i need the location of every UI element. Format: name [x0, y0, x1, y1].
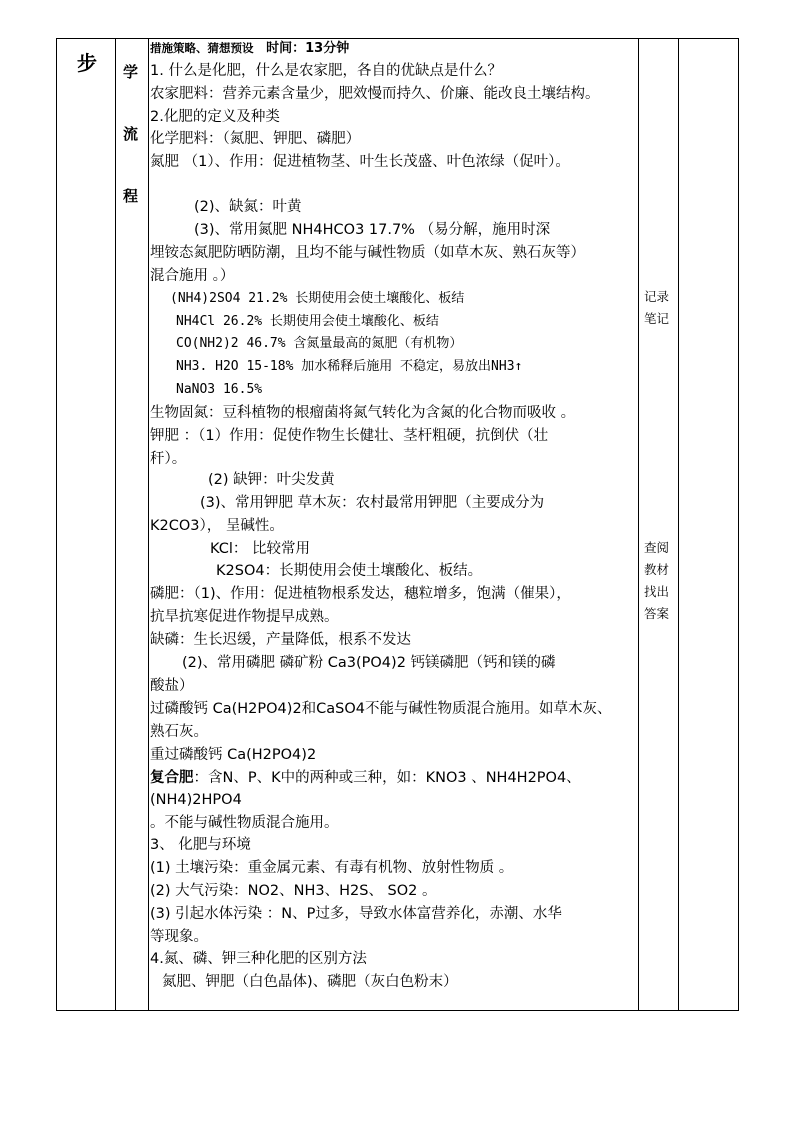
content-line: KCl： 比较常用	[210, 541, 310, 557]
content-line: K2SO4：长期使用会使土壤酸化、板结。	[216, 563, 483, 579]
time-label: 时间：13分钟	[266, 41, 350, 56]
content-line: 过磷酸钙 Ca(H2PO4)2和CaSO4不能与碱性物质混合施用。如草木灰、	[150, 701, 612, 717]
content-line: (2)、常用磷肥 磷矿粉 Ca3(PO4)2 钙镁磷肥（钙和镁的磷	[182, 655, 556, 671]
content-line: 重过磷酸钙 Ca(H2PO4)2	[150, 747, 317, 763]
content-line: 混合施用 。）	[150, 268, 235, 284]
content-line: NH3. H2O 15-18% 加水稀释后施用 不稳定，易放出NH3↑	[176, 359, 523, 374]
content-line: 氮肥 （1）、作用：促进植物茎、叶生长茂盛、叶色浓绿（促叶）。	[150, 154, 570, 170]
content-line: K2CO3）， 呈碱性。	[150, 518, 284, 534]
content-line	[150, 767, 581, 789]
content-line: 2.化肥的定义及种类	[150, 109, 280, 125]
content-line: (3) 引起水体污染 ：N、P过多，导致水体富营养化，赤潮、水华	[150, 906, 562, 922]
content-line: 4.氮、磷、钾三种化肥的区别方法	[150, 951, 367, 967]
content-line: (2) 大气污染：NO2、NH3、H2S、 SO2 。	[150, 883, 437, 899]
content-line: CO(NH2)2 46.7% 含氮量最高的氮肥（有机物）	[176, 336, 463, 351]
content-line: (3)、常用钾肥 草木灰：农村最常用钾肥（主要成分为	[200, 495, 545, 511]
content-line: 1. 什么是化肥，什么是农家肥，各自的优缺点是什么？	[150, 63, 502, 79]
compound-fertilizer-label: 复合肥	[150, 770, 194, 786]
header-label: 措施策略、猜想预设	[150, 41, 254, 55]
content-line: 农家肥料：营养元素含量少，肥效慢而持久、价廉、能改良土壤结构。	[150, 86, 600, 102]
empty-column	[678, 39, 740, 1010]
content-line: 3、 化肥与环境	[150, 837, 251, 853]
content-line: NH4Cl 26.2% 长期使用会使土壤酸化、板结	[176, 314, 439, 329]
content-line: 钾肥 ：（1）作用：促使作物生长健壮、茎杆粗硬，抗倒伏（壮	[150, 428, 549, 444]
note-record: 记录 笔记	[644, 289, 670, 326]
content-line: 抗旱抗寒促进作物提早成熟。	[150, 609, 339, 625]
step-column	[57, 39, 115, 1010]
step-label: 步	[77, 51, 97, 75]
content-line: 酸盐）	[150, 678, 194, 694]
content-line: 化学肥料：（氮肥、钾肥、磷肥）	[150, 131, 361, 147]
content-line: 生物固氮：豆科植物的根瘤菌将氮气转化为含氮的化合物而吸收 。	[150, 405, 576, 421]
note-column	[638, 39, 678, 1010]
content-line: (NH4)2HPO4	[150, 792, 242, 808]
process-char: 程	[123, 187, 139, 205]
process-char: 流	[123, 125, 139, 143]
content-line: (3)、常用氮肥 NH4HCO3 17.7% （易分解，施用时深	[194, 222, 551, 238]
content-line: (2)、缺氮：叶黄	[194, 199, 302, 215]
content-line: NaNO3 16.5%	[176, 382, 263, 397]
process-char: 学	[123, 63, 139, 81]
content-line: (2) 缺钾：叶尖发黄	[208, 472, 335, 488]
content-line: 秆）。	[150, 451, 187, 467]
content-line: 熟石灰。	[150, 724, 208, 740]
content-line: (1) 土壤污染：重金属元素、有毒有机物、放射性物质 。	[150, 860, 514, 876]
content-line: 氮肥、钾肥（白色晶体)、磷肥（灰白色粉末）	[162, 974, 458, 990]
note-lookup: 查阅 教材 找出 答案	[644, 540, 670, 621]
content-line: 等现象。	[150, 929, 208, 945]
header-line	[150, 37, 349, 60]
content-line: 埋铵态氮肥防晒防潮，且均不能与碱性物质（如草木灰、熟石灰等）	[150, 245, 585, 261]
compound-fertilizer-text: ：含N、P、K中的两种或三种，如：KNO3 、NH4H2PO4、	[193, 770, 581, 786]
content-line: 缺磷：生长迟缓，产量降低，根系不发达	[150, 632, 411, 648]
content-line: 磷肥：（1)、作用：促进植物根系发达，穗粒增多，饱满（催果），	[150, 586, 571, 602]
content-line: (NH4)2SO4 21.2% 长期使用会使土壤酸化、板结	[170, 291, 465, 306]
process-column	[115, 39, 148, 1010]
content-column	[148, 39, 638, 1010]
lesson-table	[56, 38, 739, 1011]
content-line: 。不能与碱性物质混合施用。	[150, 815, 339, 831]
